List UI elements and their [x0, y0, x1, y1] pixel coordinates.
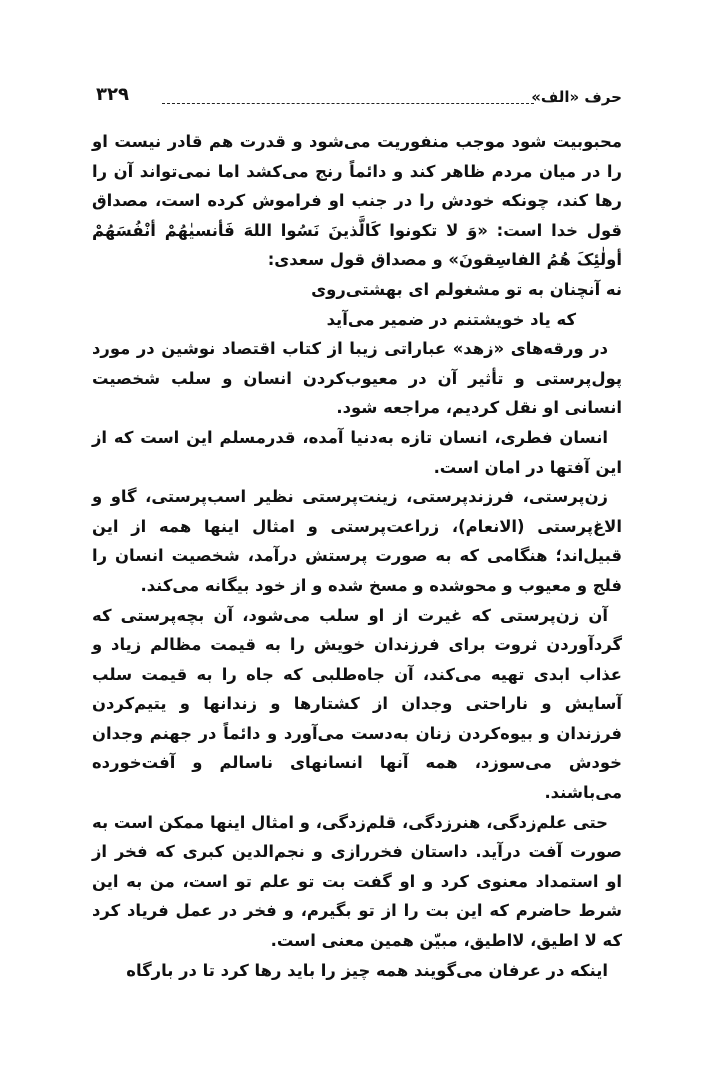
paragraph: اینکه در عرفان می‌گویند همه چیز را باید رها کرد تا در بارگاه — [126, 960, 608, 980]
poem-line-1: نه آنچنان به تو مشغولم ای بهشتی‌روی — [311, 279, 622, 299]
header-divider — [162, 103, 534, 104]
page-header — [96, 84, 622, 114]
paragraph: محبوبیت شود موجب منفوریت می‌شود و قدرت هم قادر نیست او را در میان مردم ظاهر کند و دائماً رنج می‌کشد اما نمی‌تواند آن را رها کند، چونکه خودش را در جنب او فراموش کرده است، مصداق قول خدا است: «وَ لا تکونوا کَالَّذینَ نَسُوا اللهَ فَأنسیٰهُمْ أنْفُسَهُمْ أولٰئِکَ هُمُ الفاسِقونَ» و مصداق قول سعدی: — [92, 132, 622, 270]
poem-line-2: که یاد خویشتنم در ضمیر می‌آید — [326, 309, 576, 329]
running-head: حرف «الف» — [531, 88, 622, 106]
paragraph: آن زن‌پرستی که غیرت از او سلب می‌شود، آن بچه‌پرستی که گردآوردن ثروت برای فرزندان خویش را به قیمت مظالم زیاد و عذاب ابدی تهیه می‌کند، آن جاه‌طلبی که جاه را به قیمت سلب آسایش و ناراحتی وجدان از کشتارها و زندانها و یتیم‌کردن فرزندان و بیوه‌کردن زنان به‌دست می‌آورد و دائماً در جهنم وجدان خودش می‌سوزد، همه آنها انسانهای ناسالم و آفت‌خورده می‌باشند. — [92, 605, 622, 803]
paragraph: زن‌پرستی، فرزندپرستی، زینت‌پرستی نظیر اسب‌پرستی، گاو و الاغ‌پرستی (الانعام)، زراعت‌پرستی و امثال اینها همه از این قبیل‌اند؛ هنگامی که به صورت پرستش درآمد، شخصیت انسان را فلج و معیوب و محوشده و مسخ شده و از خود بیگانه می‌کند. — [92, 487, 622, 595]
paragraph: حتی علم‌زدگی، هنرزدگی، قلم‌زدگی، و امثال اینها ممکن است به صورت آفت درآید. داستان فخررازی و نجم‌الدین کبری که فخر از او استمداد معنوی کرد و او گفت بت تو علم تو است، من به این شرط حاضرم که این بت را از تو بگیرم، و فخر در عمل فریاد کرد که لا اطیق، لااطیق، مبیّن همین معنی است. — [92, 812, 622, 951]
page-body — [92, 127, 622, 985]
paragraph: در ورقه‌های «زهد» عباراتی زیبا از کتاب اقتصاد نوشین در مورد پول‌پرستی و تأثیر آن در معیوب‌کردن انسان و سلب شخصیت انسانی او نقل کردیم، مراجعه شود. — [92, 339, 622, 418]
page-number: ۳۲۹ — [96, 84, 129, 105]
paragraph: انسان فطری، انسان تازه به‌دنیا آمده، قدرمسلم این است که از این آفتها در امان است. — [92, 427, 622, 477]
